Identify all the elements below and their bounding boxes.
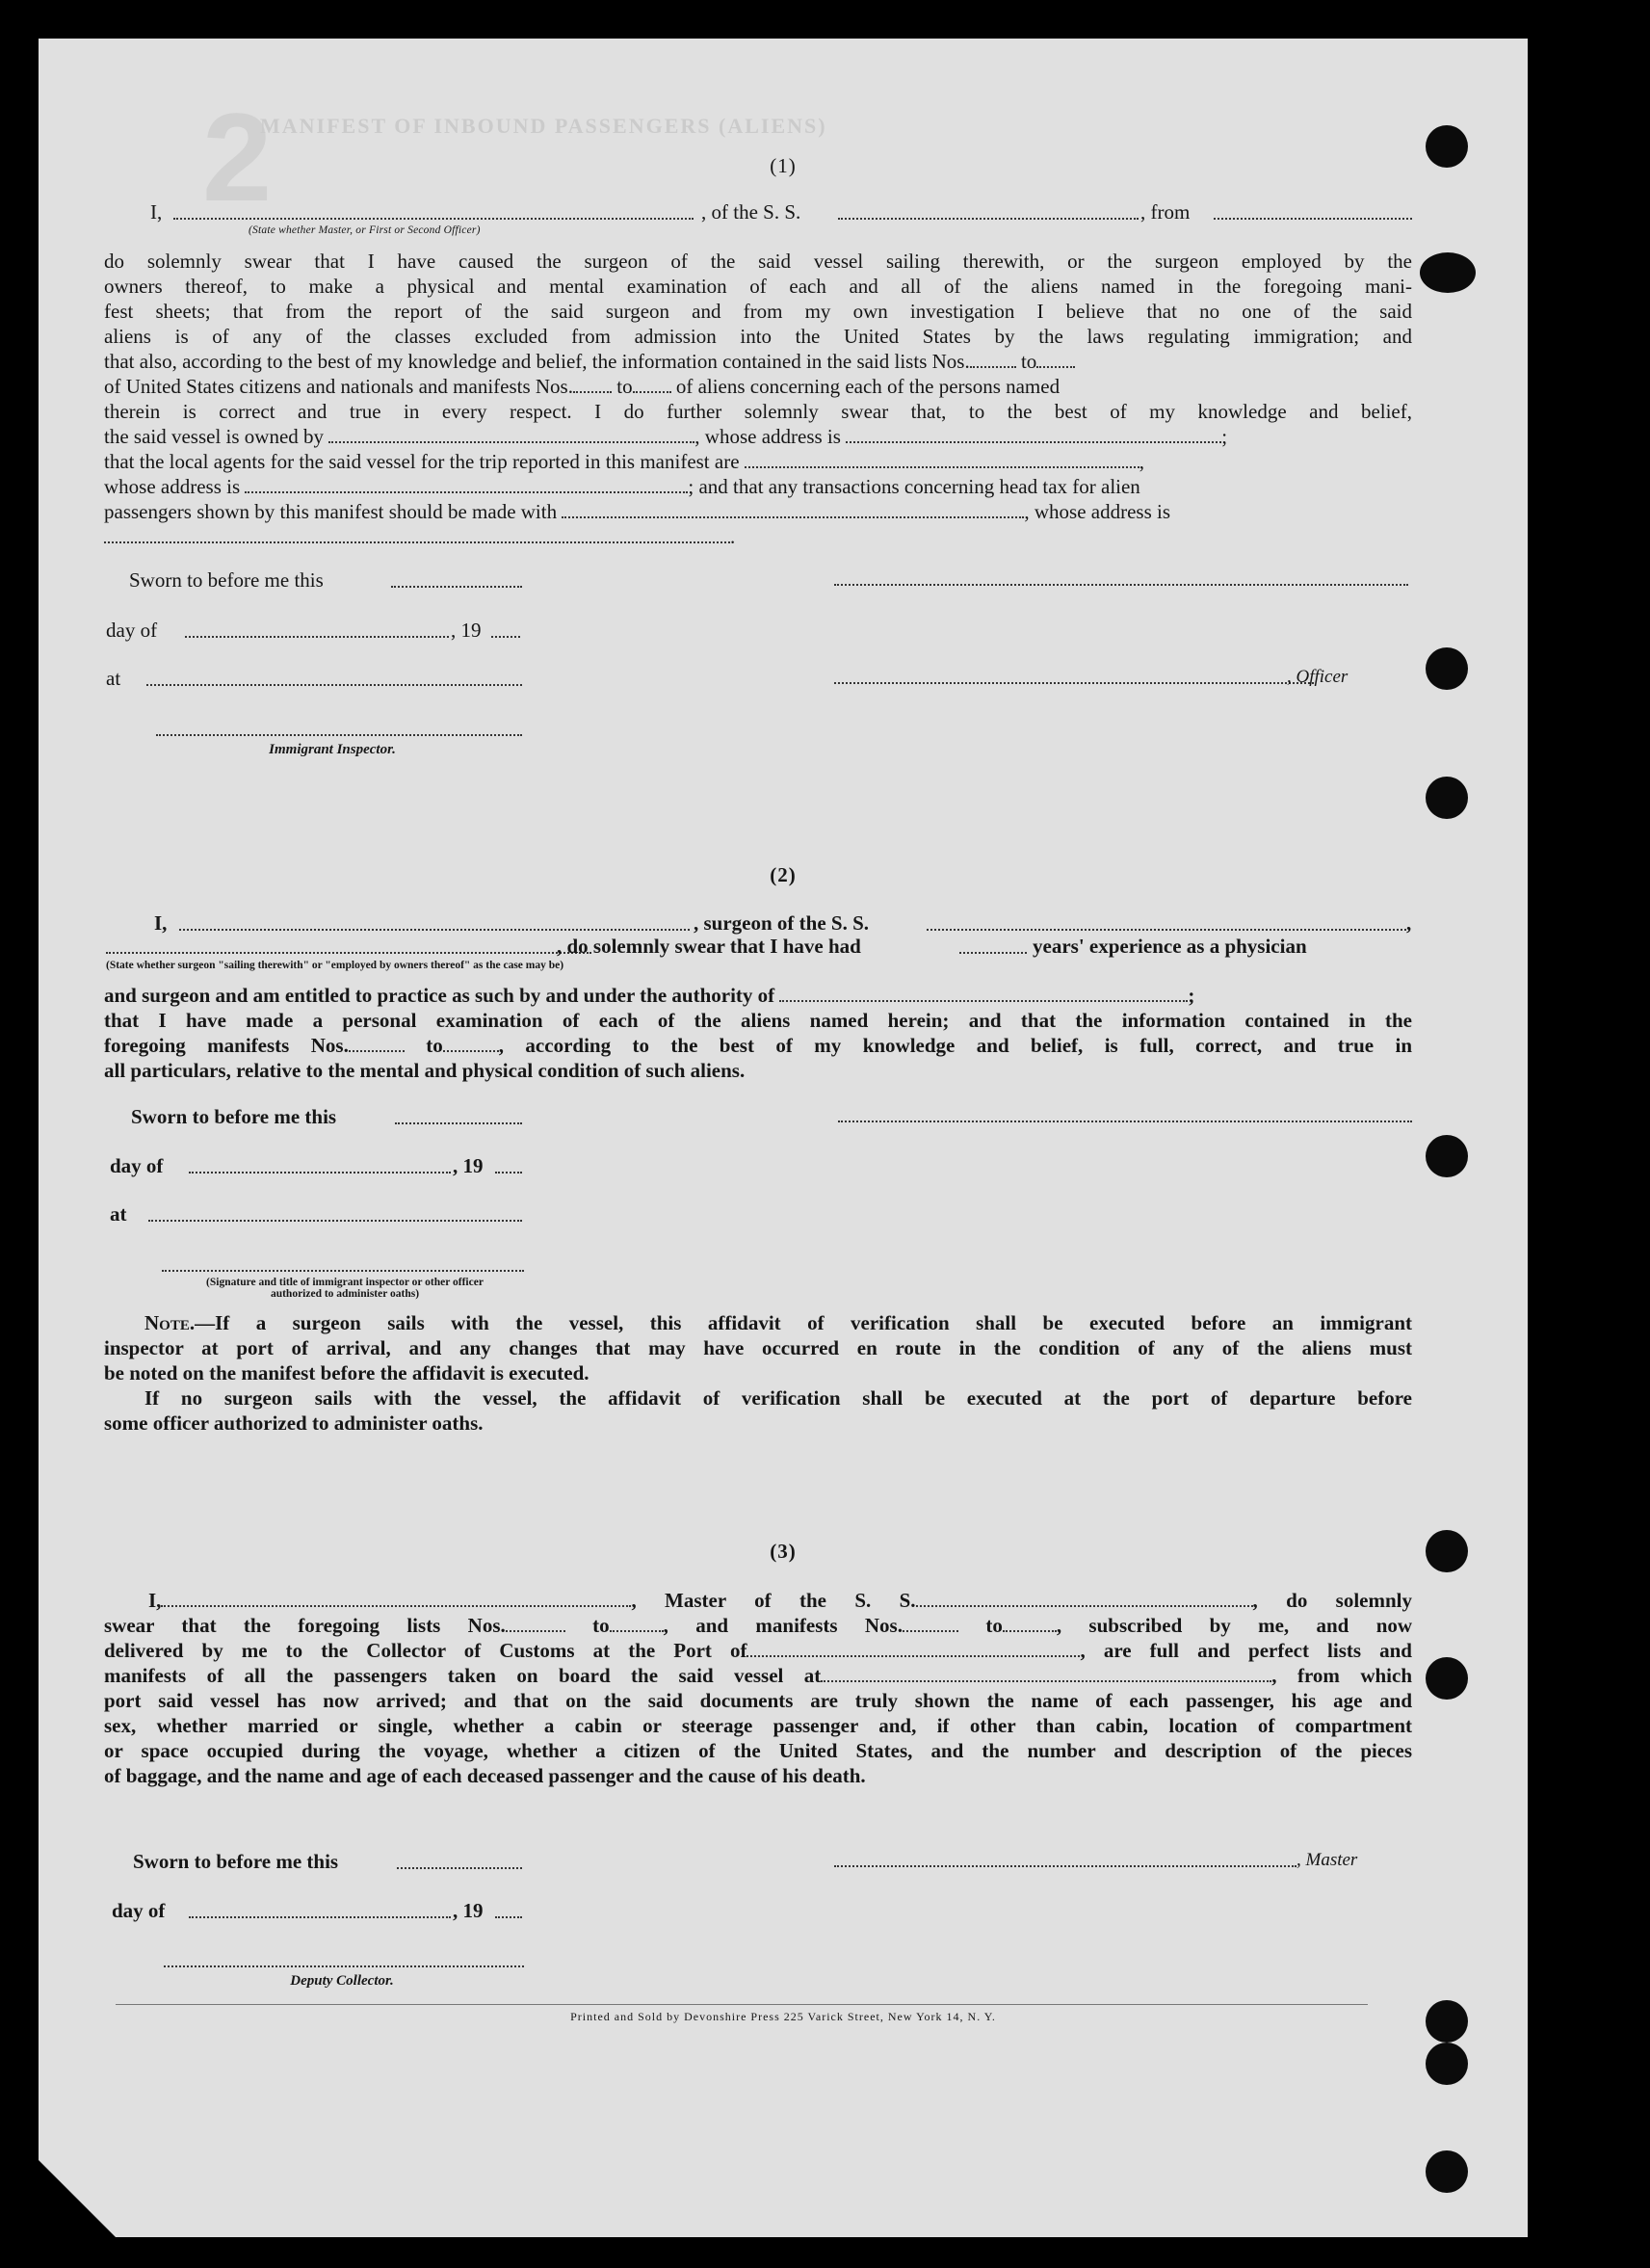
s1-manifests-from-field[interactable] bbox=[573, 387, 612, 393]
s3-full-lists: , are full and perfect lists and bbox=[1080, 1639, 1412, 1662]
s1-owner-field[interactable] bbox=[328, 437, 694, 443]
s1-manifests-to-field[interactable] bbox=[633, 387, 671, 393]
s1-whose-address: , whose address is bbox=[1024, 500, 1171, 523]
s2-body-line: , according to the best of my knowledge and belief, is full, correct, and true in bbox=[498, 1034, 1413, 1057]
s3-master-name-field[interactable] bbox=[161, 1601, 631, 1607]
s2-years-field[interactable] bbox=[959, 952, 1027, 954]
s1-sworn-day-field[interactable] bbox=[391, 586, 522, 588]
s2-body-line: all particulars, relative to the mental and physical condition of such aliens. bbox=[104, 1059, 746, 1082]
s3-body-line: port said vessel has now arrived; and that on the said documents are truly shown the name of each passenger, his age and bbox=[104, 1689, 1412, 1712]
s1-month-field[interactable] bbox=[185, 636, 449, 638]
s3-master-signature-field[interactable] bbox=[834, 1865, 1296, 1867]
s1-ship-name-field[interactable] bbox=[838, 218, 1139, 220]
s1-to-label: to bbox=[1020, 350, 1037, 373]
s3-body-line: sex, whether married or single, whether a cabin or steerage passenger and, if other than cabin, location of compartment bbox=[104, 1714, 1412, 1737]
s1-lists-to-field[interactable] bbox=[1036, 362, 1075, 368]
s2-day-of-label: day of bbox=[110, 1154, 164, 1177]
s1-officer-name-field[interactable] bbox=[173, 218, 694, 220]
s1-inspector-caption: Immigrant Inspector. bbox=[269, 742, 396, 757]
binder-hole bbox=[1426, 777, 1468, 819]
binder-hole bbox=[1420, 252, 1476, 293]
s2-surgeon-status-field[interactable] bbox=[106, 952, 591, 954]
s1-year-field[interactable] bbox=[491, 636, 520, 638]
s2-note-head: Note. bbox=[144, 1311, 196, 1334]
s1-day-of-label: day of bbox=[106, 619, 158, 642]
s2-years-text: years' experience as a physician bbox=[1033, 935, 1307, 958]
s3-departure-port-field[interactable] bbox=[821, 1676, 1271, 1682]
s3-port-label: delivered by me to the Collector of Customs at the Port of bbox=[104, 1639, 747, 1662]
s3-master-title: , Master bbox=[1296, 1850, 1358, 1870]
s3-solemnly: , do solemnly bbox=[1252, 1589, 1413, 1612]
s3-body-line: of baggage, and the name and age of each deceased passenger and the cause of his death. bbox=[104, 1764, 866, 1787]
folded-corner bbox=[39, 2160, 116, 2237]
s1-ss-label: , of the S. S. bbox=[701, 200, 801, 224]
section-2-number: (2) bbox=[770, 863, 797, 886]
s1-head-tax-party-field[interactable] bbox=[562, 513, 1024, 518]
s2-note-line: some officer authorized to administer oaths. bbox=[104, 1411, 484, 1435]
s1-year-prefix: , 19 bbox=[451, 619, 482, 642]
s1-body-line: whose address is bbox=[104, 475, 241, 498]
s1-head-tax-text: ; and that any transactions concerning head tax for alien bbox=[688, 475, 1140, 498]
s2-surgeon-label: , surgeon of the S. S. bbox=[694, 911, 870, 935]
s2-month-field[interactable] bbox=[189, 1172, 451, 1174]
s1-body-line: do solemnly swear that I have caused the surgeon of the said vessel sailing therewith, or the surgeon employed by the bbox=[104, 250, 1412, 273]
s3-collector-signature-field[interactable] bbox=[164, 1965, 524, 1967]
s3-year-prefix: , 19 bbox=[453, 1899, 484, 1922]
s1-officer-caption: (State whether Master, or First or Second Officer) bbox=[249, 224, 481, 236]
s2-body-line: that I have made a personal examination of each of the aliens named herein; and that the information contained in the bbox=[104, 1009, 1412, 1032]
s2-note bbox=[104, 1310, 1412, 1436]
binder-hole bbox=[1426, 647, 1468, 690]
printer-imprint: Printed and Sold by Devonshire Press 225 Varick Street, New York 14, N. Y. bbox=[570, 2010, 996, 2023]
s2-signature-field[interactable] bbox=[838, 1121, 1412, 1122]
s2-inspector-signature-field[interactable] bbox=[162, 1270, 524, 1272]
binder-hole bbox=[1426, 2150, 1468, 2193]
section-1-number: (1) bbox=[770, 154, 797, 177]
s3-ship-name-field[interactable] bbox=[916, 1601, 1253, 1607]
s3-lists-to-field[interactable] bbox=[610, 1626, 664, 1632]
s2-ship-name-field[interactable] bbox=[927, 929, 1406, 931]
s1-body: do solemnly swear that I have caused the surgeon of the said vessel sailing therewith, or the surgeon employed by the owners thereof, to make a physical and mental examination of each and all of the aliens named in the foregoing mani- fest sheets; that from the report of the said surgeon and from my own investigation I believe that no one of the said aliens is of any of the classes excluded from admission into the United States by the laws regulating immigration; and that also, according to the best of my knowledge and belief, the information contained in the said lists Nos. to of United States citizens and nationals and manifests Nos. to of aliens concerning each of the persons named therein is correct and true in every respect. I do further solemnly swear that, to the best of my knowledge and belief, the said vessel is owned by , whose address is ; that the local agents for the said vessel for the trip reported in this manifest are , whose address is ; and that any transactions concerning head tax for alien passengers shown by this manifest should be made with , whose address is . bbox=[104, 250, 1412, 548]
s3-day-of-label: day of bbox=[112, 1899, 166, 1922]
s2-to-label: to bbox=[426, 1034, 443, 1057]
s2-sworn-label: Sworn to before me this bbox=[131, 1105, 337, 1128]
s2-surgeon-name-field[interactable] bbox=[179, 929, 690, 931]
s3-manifests-to-field[interactable] bbox=[1003, 1626, 1057, 1632]
s1-inspector-signature-field[interactable] bbox=[156, 734, 522, 736]
s2-manifests-to-field[interactable] bbox=[443, 1046, 499, 1052]
s3-port-field[interactable] bbox=[746, 1651, 1080, 1657]
faded-stamp: 2 bbox=[202, 87, 267, 227]
manifest-page: 2 MANIFEST OF INBOUND PASSENGERS (ALIENS) (1) I, , of the S. S. , from (State whether Master, or First or Second Officer) do solemnly swear that I have caused the surgeon of the said vessel sailing therewith, or the surgeon employed by the owners thereof, to make a physical and mental examination of each and all of the aliens named in the foregoing mani- fest sheets; that from the report of the said surgeon and from my own investigation I believe that no one of the said aliens is of any of the classes excluded from admission into the United States by the laws regulating immigration; and that also, according to the best of my knowledge and belief, the information contained in the said lists Nos. to of United States citizens and nationals and manifests Nos. to of aliens concerning each of the persons named therein is correct and true in every respect. I do further solemnly swear that, to the best of my knowledge and belief, the said vessel is owned by , whose address is ; that the local agents for the said vessel for the trip reported in this manifest are , whose address is ; and that any transactions concerning head tax for alien passengers shown by this manifest should be made with , whose address is . Sworn to before me this day of , 19 at , Officer Immigrant Inspector. (2) I, , surgeon of the S. S. , , do solemnly swear that I have had years' experience as a physician (State whether surgeon "sailing therewith" or "employed by owners thereof" as the case may be) and surgeon and am entitled to practice as such by and under the authority of ; that I have made a personal examination of each of the aliens named herein; and that the information contained in the foregoing manifests Nos. to , according to the best of my knowledge and belief, is full, correct, and true in all particulars, relative to the mental and physical condition of such aliens. Sworn to before me this day of , 19 at (Signature and title of immigrant inspector or other officer authorized to administer oaths) Note.—If a surgeon sails with the vessel, this affidavit of verification shall be executed before an immigrant inspector at port of arrival, and any changes that may have occurred en route in the condition of any of the aliens must be noted on the manifest before the affidavit is executed. If no surgeon sails with the vessel, the affidavit of verification shall be executed at the port of departure before some officer authorized to administer oaths. (3) I, , Master of the S. S. , do solemnly swear that the foregoing lists Nos. to , and manifests Nos. to , subscribed by me, and now delivered by me to the Collector of Customs at the Port of , are full and perfect lists and manifests of all the passengers taken on board the said vessel at , from which port said vessel has now arrived; and that on the said documents are truly shown the name of each passenger, his age and sex, whether married or single, whether a cabin or steerage passenger and, if other than cabin, location of compartment or space occupied during the voyage, whether a citizen of the United States, and the number and description of the pieces of baggage, and the name and age of each deceased passenger and the cause of his death. Sworn to before me this , Master day of , 19 Deputy Collector. Printed and Sold by Devonshire Press 225 Varick Street, New York 14, N. Y. bbox=[39, 39, 1528, 2237]
s1-body-line: passengers shown by this manifest should be made with bbox=[104, 500, 558, 523]
s1-sworn-label: Sworn to before me this bbox=[129, 568, 324, 592]
s2-i-label: I, bbox=[154, 911, 168, 935]
s2-body-line: and surgeon and am entitled to practice as such by and under the authority of bbox=[104, 984, 775, 1007]
s1-body-line: owners thereof, to make a physical and mental examination of each and all of the aliens named in the foregoing mani- bbox=[104, 275, 1412, 298]
binder-hole bbox=[1426, 2043, 1468, 2085]
s2-swear-text: , do solemnly swear that I have had bbox=[557, 935, 861, 958]
s1-signature-field[interactable] bbox=[834, 584, 1408, 586]
s2-sworn-day-field[interactable] bbox=[395, 1122, 522, 1124]
s1-agents-address-field[interactable] bbox=[245, 488, 688, 493]
footer-rule bbox=[116, 2004, 1368, 2005]
s2-manifests-from-field[interactable] bbox=[349, 1046, 405, 1052]
section-3-number: (3) bbox=[770, 1540, 797, 1563]
s2-body: and surgeon and am entitled to practice as such by and under the authority of ; that I have made a personal examination of each of the aliens named herein; and that the information contained in the foregoing manifests Nos. to , according to the best of my knowledge and belief, is full, correct, and true in all particulars, relative to the mental and physical condition of such aliens. bbox=[104, 984, 1413, 1082]
s3-lists-from-field[interactable] bbox=[506, 1626, 565, 1632]
s2-body-line: foregoing manifests Nos. bbox=[104, 1034, 349, 1057]
s1-agents-field[interactable] bbox=[745, 462, 1139, 468]
s2-place-field[interactable] bbox=[148, 1220, 522, 1222]
s2-year-prefix: , 19 bbox=[453, 1154, 484, 1177]
s1-head-tax-address-field[interactable] bbox=[104, 538, 730, 543]
s1-lists-from-field[interactable] bbox=[970, 362, 1016, 368]
s3-body bbox=[104, 1588, 1412, 1788]
s1-body-line: that the local agents for the said vessel for the trip reported in this manifest are bbox=[104, 450, 740, 473]
s2-note-line: be noted on the manifest before the affidavit is executed. bbox=[104, 1361, 589, 1385]
s1-to-label: to bbox=[616, 375, 633, 398]
binder-hole bbox=[1426, 1135, 1468, 1177]
s3-collector-caption: Deputy Collector. bbox=[290, 1973, 394, 1989]
binder-hole bbox=[1426, 1657, 1468, 1700]
s3-month-field[interactable] bbox=[189, 1916, 451, 1918]
s1-officer-label: , Officer bbox=[1287, 667, 1349, 687]
s3-year-field[interactable] bbox=[495, 1916, 522, 1918]
s1-body-line: the said vessel is owned by bbox=[104, 425, 325, 448]
s2-surgeon-caption: (State whether surgeon "sailing therewith" or "employed by owners thereof" as the case may be) bbox=[106, 960, 564, 971]
s1-whose-address: , whose address is bbox=[694, 425, 841, 448]
s1-from-port-field[interactable] bbox=[1214, 218, 1412, 220]
s3-manifests-label: , and manifests Nos. bbox=[663, 1614, 903, 1637]
s3-i-label: I, bbox=[148, 1589, 162, 1612]
s1-body-line: therein is correct and true in every respect. I do further solemnly swear that, to the best of my knowledge and belief, bbox=[104, 400, 1412, 423]
s2-signature-caption: (Signature and title of immigrant inspector or other officer authorized to administer oaths) bbox=[206, 1277, 484, 1300]
s1-body-line: fest sheets; that from the report of the said surgeon and from my own investigation I believe that no one of the said bbox=[104, 300, 1412, 323]
s3-manifests-from-field[interactable] bbox=[903, 1626, 958, 1632]
s1-place-field[interactable] bbox=[146, 684, 522, 686]
s2-authority-field[interactable] bbox=[779, 996, 1188, 1002]
s2-note-line: —If a surgeon sails with the vessel, this affidavit of verification shall be executed before an immigrant bbox=[195, 1311, 1412, 1334]
s3-to-label: to bbox=[592, 1614, 610, 1637]
s1-officer-signature-field[interactable] bbox=[834, 682, 1314, 684]
s3-taken-on-label: manifests of all the passengers taken on board the said vessel at bbox=[104, 1664, 822, 1687]
s3-sworn-day-field[interactable] bbox=[397, 1867, 522, 1869]
s1-i-label: I, bbox=[150, 200, 163, 224]
s3-subscribed: , subscribed by me, and now bbox=[1056, 1614, 1413, 1637]
s1-at-label: at bbox=[106, 667, 121, 690]
s1-body-line: of United States citizens and nationals and manifests Nos. bbox=[104, 375, 573, 398]
s3-to-label: to bbox=[985, 1614, 1003, 1637]
s3-from-which: , from which bbox=[1271, 1664, 1412, 1687]
s1-owner-address-field[interactable] bbox=[846, 437, 1221, 443]
s3-master-label: , Master of the S. S. bbox=[631, 1589, 916, 1612]
s3-body-line: or space occupied during the voyage, whether a citizen of the United States, and the number and description of the pieces bbox=[104, 1739, 1412, 1762]
s2-year-field[interactable] bbox=[495, 1172, 522, 1174]
s2-at-label: at bbox=[110, 1202, 127, 1226]
s3-sworn-label: Sworn to before me this bbox=[133, 1850, 339, 1873]
s1-body-line: that also, according to the best of my knowledge and belief, the information contained in the said lists Nos. bbox=[104, 350, 970, 373]
s3-lists-label: swear that the foregoing lists Nos. bbox=[104, 1614, 506, 1637]
s1-from-label: , from bbox=[1140, 200, 1191, 224]
s1-aliens-text: of aliens concerning each of the persons named bbox=[675, 375, 1061, 398]
s1-body-line: aliens is of any of the classes excluded from admission into the United States by the laws regulating immigration; and bbox=[104, 325, 1412, 348]
s2-note-line: If no surgeon sails with the vessel, the affidavit of verification shall be executed at the port of departure before bbox=[144, 1386, 1412, 1410]
bleed-through-title: MANIFEST OF INBOUND PASSENGERS (ALIENS) bbox=[260, 114, 827, 138]
s2-note-line: inspector at port of arrival, and any changes that may have occurred en route in the condition of any of the aliens must bbox=[104, 1336, 1412, 1359]
